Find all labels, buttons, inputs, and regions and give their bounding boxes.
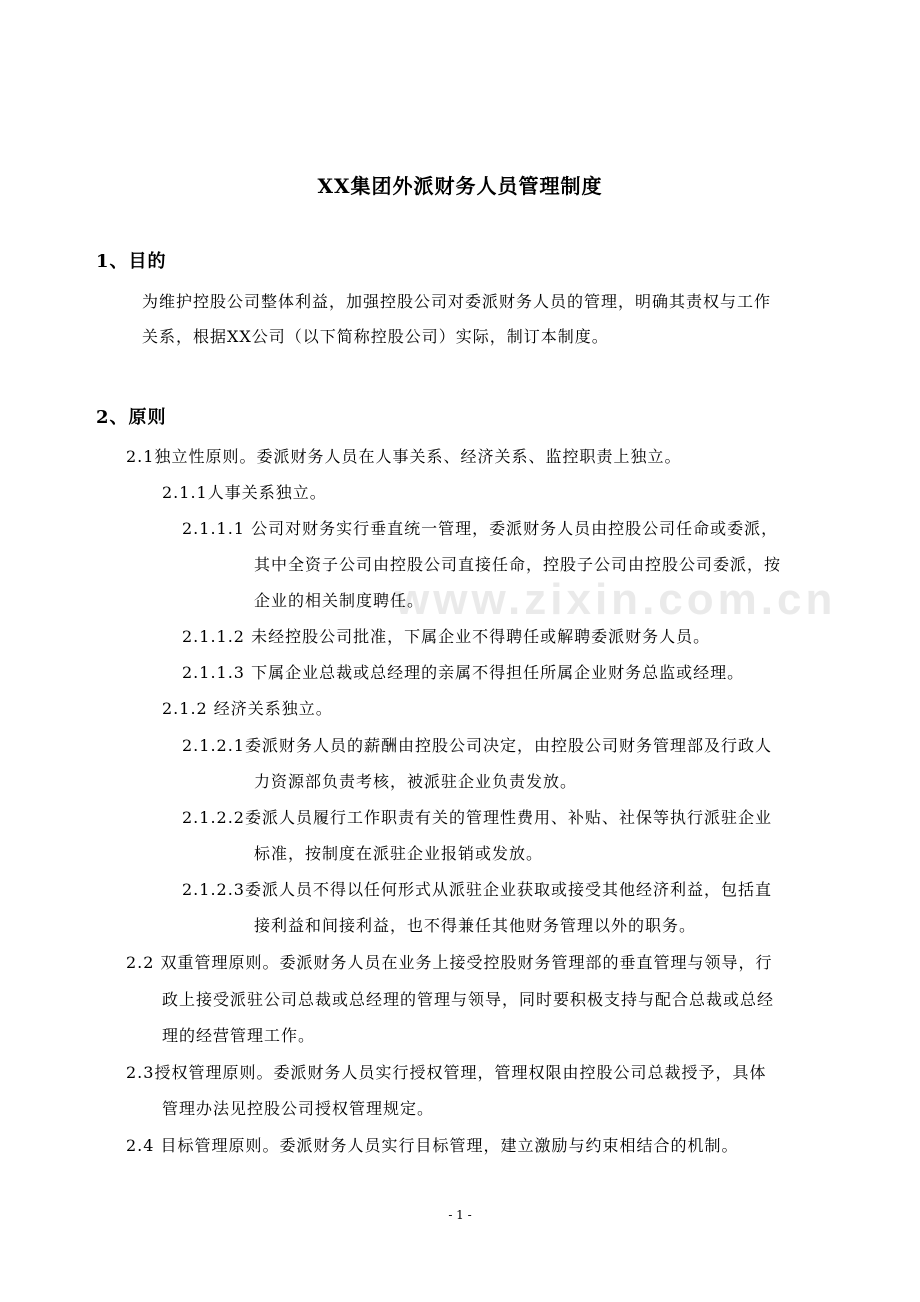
- paragraph-line: 为维护控股公司整体利益，加强控股公司对委派财务人员的管理，明确其责权与工作: [142, 292, 772, 311]
- paragraph-line: 政上接受派驻公司总裁或总经理的管理与领导，同时要积极支持与配合总裁或总经: [162, 990, 775, 1009]
- paragraph-line: 2.1.2.2委派人员履行工作职责有关的管理性费用、补贴、社保等执行派驻企业: [182, 808, 772, 827]
- paragraph-line: 2.1.2.1委派财务人员的薪酬由控股公司决定，由控股公司财务管理部及行政人: [182, 736, 772, 755]
- paragraph-line: 关系，根据XX公司（以下简称控股公司）实际，制订本制度。: [142, 327, 609, 346]
- section-heading-principles: 2、原则: [96, 407, 167, 428]
- paragraph-line: 企业的相关制度聘任。: [254, 591, 425, 610]
- paragraph-line: 2.3授权管理原则。委派财务人员实行授权管理，管理权限由控股公司总裁授予，具体: [126, 1063, 767, 1082]
- paragraph-line: 2.1独立性原则。委派财务人员在人事关系、经济关系、监控职责上独立。: [126, 447, 682, 466]
- paragraph-line: 其中全资子公司由控股公司直接任命，控股子公司由控股公司委派，按: [254, 555, 782, 574]
- watermark: www.zixin.com.cn: [395, 575, 837, 624]
- paragraph-line: 2.2 双重管理原则。委派财务人员在业务上接受控股财务管理部的垂直管理与领导，行: [126, 953, 773, 972]
- paragraph-line: 2.1.1.2 未经控股公司批准，下属企业不得聘任或解聘委派财务人员。: [182, 627, 711, 646]
- paragraph-line: 2.1.2 经济关系独立。: [162, 699, 333, 718]
- section-heading-purpose: 1、目的: [96, 251, 167, 272]
- page-number: - 1 -: [448, 1208, 472, 1222]
- paragraph-line: 2.1.1.3 下属企业总裁或总经理的亲属不得担任所属企业财务总监或经理。: [182, 663, 745, 682]
- paragraph-line: 2.4 目标管理原则。委派财务人员实行目标管理，建立激励与约束相结合的机制。: [126, 1136, 739, 1155]
- paragraph-line: 2.1.1.1 公司对财务实行垂直统一管理，委派财务人员由控股公司任命或委派，: [182, 519, 779, 538]
- paragraph-line: 管理办法见控股公司授权管理规定。: [162, 1099, 435, 1118]
- paragraph-line: 标准，按制度在派驻企业报销或发放。: [254, 844, 544, 863]
- paragraph-line: 力资源部负责考核，被派驻企业负责发放。: [254, 772, 578, 791]
- paragraph-line: 接利益和间接利益，也不得兼任其他财务管理以外的职务。: [254, 916, 697, 935]
- paragraph-line: 2.1.1人事关系独立。: [162, 483, 327, 502]
- document-title: XX集团外派财务人员管理制度: [317, 174, 603, 198]
- paragraph-line: 2.1.2.3委派人员不得以任何形式从派驻企业获取或接受其他经济利益，包括直: [182, 880, 772, 899]
- paragraph-line: 理的经营管理工作。: [162, 1026, 316, 1045]
